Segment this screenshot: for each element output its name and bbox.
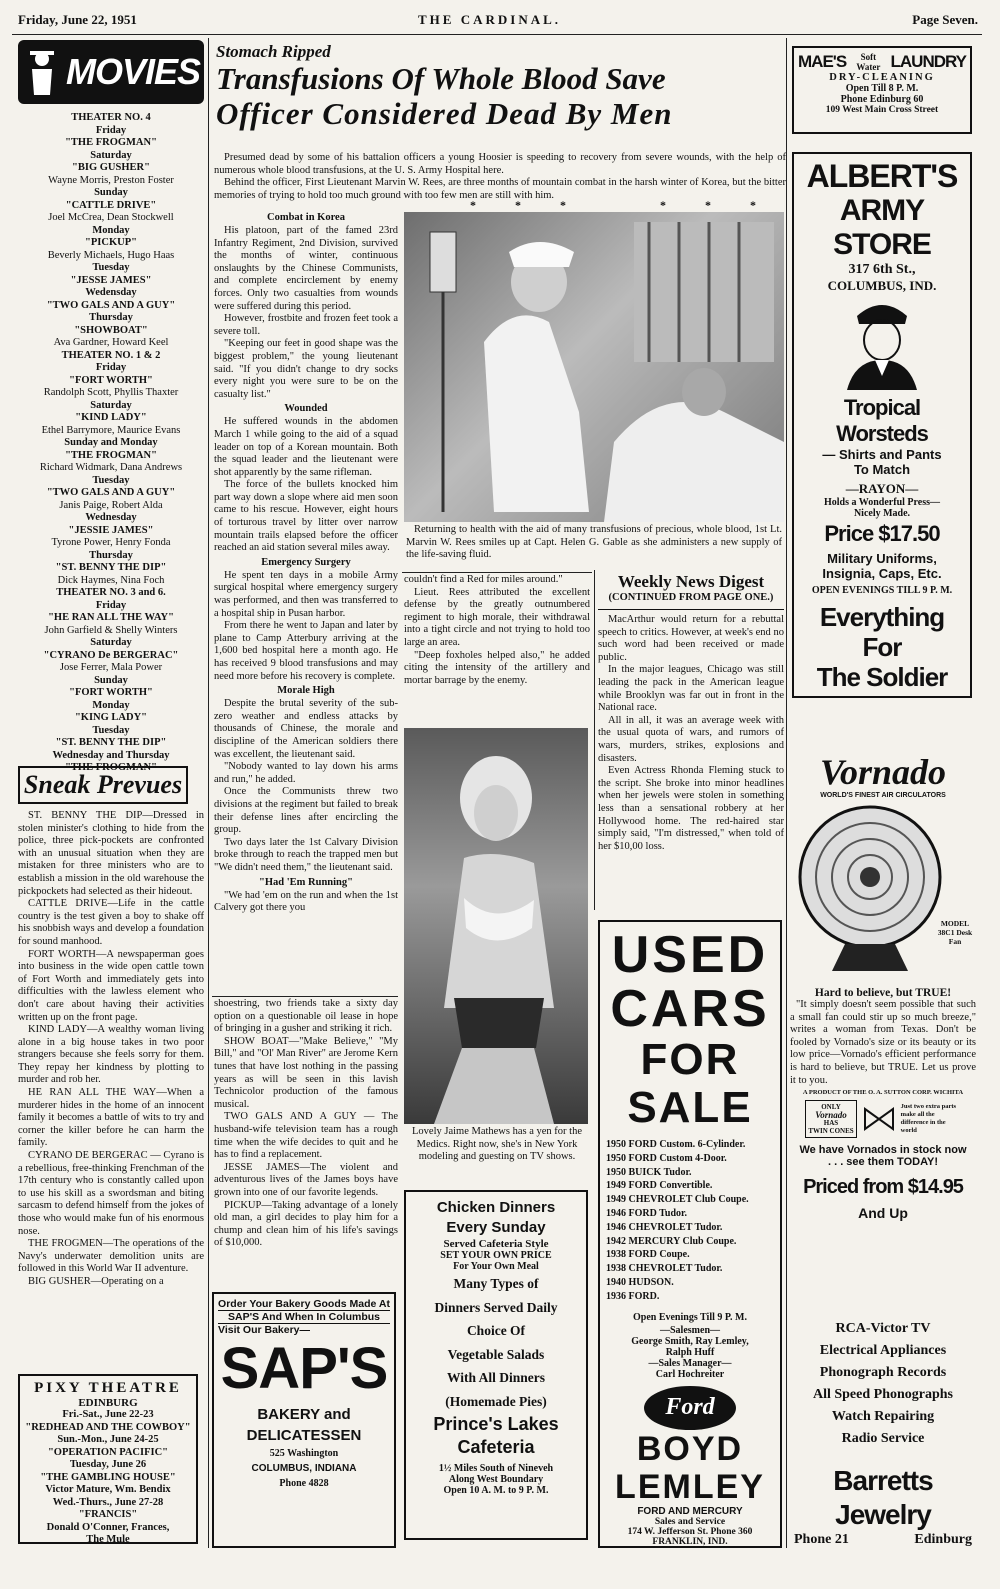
car-listing: 1946 CHEVROLET Tudor. — [606, 1221, 723, 1233]
movies-column — [18, 40, 204, 773]
vornado-fan-area — [790, 799, 976, 977]
digest-subtitle: (CONTINUED FROM PAGE ONE.) — [598, 592, 784, 610]
digest-paragraph: In the major leagues, Chicago was still leading the pack in the American league while Brooklyn was far out in front in the National race. — [598, 664, 784, 714]
story-subhead: Emergency Surgery — [261, 556, 351, 568]
ford-logo-icon — [644, 1386, 736, 1430]
story-column-2 — [404, 574, 590, 722]
alberts-match: To Match — [853, 462, 911, 477]
maes-laundry: LAUNDRY — [890, 52, 966, 71]
maes-address: 109 West Main Cross Street — [825, 105, 939, 115]
movie-listing-line: "THE FROGMAN" — [65, 449, 157, 461]
movie-listing-line: "ST. BENNY THE DIP" — [55, 737, 167, 748]
movie-listing-line: Sunday and Monday — [64, 437, 158, 448]
digest-title: Weekly News Digest — [617, 572, 765, 591]
sale-word: SALE — [627, 1083, 753, 1132]
movie-listing-line: Friday — [95, 599, 127, 611]
vornado-body: "It simply doesn't seem possible that such a small fan could stir up so much breeze," writes a woman from Texas. Don't be fooled by Vornado's size or its beauty or its low price—Vornado's efficient performance is hard to believe, but TRUE. Let us prove it to you. — [790, 999, 976, 1086]
model-caption — [404, 1126, 590, 1174]
vornado-see: . . . see them TODAY! — [827, 1156, 939, 1169]
sneak-prevue-paragraph: PICKUP—Taking advantage of a lonely old man, a girl decides to play him for a chump and clean him of his life's savings of $10,000. — [214, 1199, 398, 1249]
barretts-town: Edinburg — [914, 1532, 972, 1547]
barretts-phone: Phone 21 — [794, 1532, 849, 1547]
sneak-prevue-paragraph: CYRANO DE BERGERAC — Cyrano is a rebellious, free-thinking Frenchman of the 17th century who is constantly called upon to use his skill as a swordsman and biting sarcasm to defend himself from the jokes of those who would make fun of his enormous nose. — [18, 1150, 204, 1237]
car-listing: 1949 CHEVROLET Club Coupe. — [606, 1194, 749, 1206]
alberts-military: Military Uniforms, — [827, 551, 937, 566]
header-page-number: Page Seven. — [912, 12, 978, 27]
movie-listing-line: Joel McCrea, Dean Stockwell — [48, 212, 174, 223]
vornado-headline: Hard to believe, but TRUE! — [814, 987, 952, 999]
movie-listing-line: Tuesday — [92, 262, 130, 273]
sneak-prevue-paragraph: THE FROGMEN—The operations of the Navy's underwater demolition units are followed in this World War II adventure. — [18, 1238, 204, 1275]
cowboy-icon — [22, 47, 62, 97]
story-subhead: Combat in Korea — [267, 212, 345, 223]
movie-listing-line: THEATER NO. 1 & 2 — [61, 349, 161, 361]
barretts-service-line: Radio Service — [841, 1431, 925, 1446]
twin-cones-label: TWIN CONES — [808, 1127, 854, 1136]
alberts-name-2: ARMY STORE — [833, 194, 931, 261]
vornado-model: MODEL 38C1 Desk Fan — [937, 919, 973, 946]
sales-service: Sales and Service — [654, 1516, 726, 1527]
barretts-items — [790, 1318, 976, 1450]
movie-listing-line: Wednesday and Thursday — [52, 749, 170, 761]
barretts-service-line: Phonograph Records — [819, 1365, 947, 1380]
movie-listing-line: THEATER NO. 3 and 6. — [56, 587, 166, 598]
movie-listing-line: "HE RAN ALL THE WAY" — [48, 612, 174, 623]
digest-paragraph: Even Actress Rhonda Fleming stuck to the script. She broke into minor headlines when her jewels were stolen in something less than a sensational robbery at her Hollywood home. The red-haired star simply said, "I'm distressed," when told of her $10,00 loss. — [598, 765, 784, 852]
princes-style: Served Cafeteria Style — [443, 1238, 549, 1250]
movie-listing-line: John Garfield & Shelly Winters — [44, 624, 178, 636]
fan-icon — [790, 799, 976, 977]
twin-cones-box — [790, 1100, 976, 1138]
lemley-name: LEMLEY — [615, 1467, 765, 1506]
alberts-address: 317 6th St., — [848, 262, 916, 277]
vornado-ad — [790, 752, 976, 1277]
sneak-prevues-text — [18, 810, 204, 1366]
maes-water: Water — [856, 62, 881, 72]
movie-listing-line: Saturday — [90, 637, 132, 648]
car-listing: 1946 FORD Tudor. — [606, 1207, 688, 1219]
story-column-1 — [214, 210, 398, 995]
used-cars-ad — [598, 920, 782, 1548]
princes-name-2: Cafeteria — [457, 1437, 535, 1457]
movie-listing-line: "PICKUP" — [85, 237, 137, 248]
story-paragraph: His platoon, part of the famed 23rd Infantry Regiment, 2nd Division, survived the months of winter, continuous onslaughts by the Chinese Communists, and complete encirclement by enemy forces. Only two casualties from wounds were suffered during this period. — [214, 225, 398, 312]
story-paragraph: couldn't find a Red for miles around." — [404, 574, 563, 585]
sneak-prevue-paragraph: JESSE JAMES—The violent and adventurous lives of the James boys have grown into one of our favorite legends. — [214, 1161, 398, 1198]
sneak-prevue-paragraph: KIND LADY—A wealthy woman living alone in a big house takes in two poor strangers because she feels sorry for them. They repay her kindness by plotting to murder and rob her. — [18, 1024, 204, 1086]
princes-menu-line: Choice Of — [466, 1323, 526, 1338]
vornado-just: Just two extra parts make all the difference in the world — [900, 1103, 957, 1135]
vornado-and-up: And Up — [858, 1205, 908, 1222]
princes-line-2: Every Sunday — [446, 1219, 546, 1236]
maes-laundry-ad — [792, 46, 972, 134]
hospital-photo — [404, 212, 784, 522]
sneak-prevues-box — [18, 766, 188, 804]
movie-listing-line: Tuesday — [92, 474, 130, 486]
movie-listing-line: "KING LADY" — [74, 712, 148, 723]
pixy-listing-line: "REDHEAD AND THE COWBOY" — [25, 1421, 191, 1433]
story-paragraph: "Nobody wanted to lay down his arms and run," he added. — [214, 761, 398, 785]
maes-soft: Soft — [860, 52, 877, 62]
ford-logo-text: Ford — [665, 1394, 715, 1421]
movie-listing-line: Saturday — [90, 399, 132, 411]
sneak-prevue-paragraph: SHOW BOAT—"Make Believe," "My Bill," and "Ol' Man River" are Jerome Kern tunes that have lost nothing in the passing years as will be seen in this lavish Technicolor production of the famous musical. — [214, 1035, 398, 1110]
model-caption-text: Lovely Jaime Mathews has a yen for the Medics. Right now, she's in New York modeling and guesting on TV shows. — [412, 1126, 582, 1163]
movie-listing-line: THEATER NO. 4 — [71, 112, 151, 123]
movie-listing-line: "TWO GALS AND A GUY" — [46, 299, 176, 311]
movie-listing-line: "THE FROGMAN" — [65, 762, 157, 773]
movie-listing-line: Janis Paige, Robert Alda — [59, 499, 163, 511]
movie-listing-line: Ava Gardner, Howard Keel — [53, 337, 169, 348]
movie-listing-line: "KIND LADY" — [75, 412, 147, 423]
story-paragraph: "Deep foxholes helped also," he added citing the intensity of the artillery and mortar barrage by the enemy. — [404, 649, 590, 686]
story-subhead: Morale High — [277, 685, 335, 697]
car-listing: 1950 FORD Custom 4-Door. — [606, 1152, 727, 1164]
alberts-nicely: Nicely Made. — [853, 508, 911, 519]
movies-heading: MOVIES — [65, 51, 201, 92]
sneak-prevue-paragraph: CATTLE DRIVE—Life in the cattle country is the test given a boy to shake off his snobbish ways and develop a foundation for sound manhood. — [18, 898, 204, 947]
princes-items — [412, 1272, 580, 1413]
alberts-worsteds: Worsteds — [836, 421, 928, 446]
vornado-tagline: WORLD'S FINEST AIR CIRCULATORS — [820, 792, 946, 799]
pixy-listing-line: "THE GAMBLING HOUSE" — [40, 1471, 176, 1483]
story-subhead: Wounded — [284, 403, 328, 415]
vornado-product: A PRODUCT OF THE O. A. SUTTON CORP. WICHITA — [802, 1089, 964, 1097]
princes-menu-line: Dinners Served Daily — [434, 1299, 558, 1315]
movie-listing-line: Friday — [95, 362, 127, 373]
princes-location-1: 1½ Miles South of Nineveh — [438, 1463, 554, 1474]
barretts-name: Barretts Jewelry — [833, 1465, 933, 1530]
used-salesmen-names: George Smith, Ray Lemley, — [631, 1335, 749, 1347]
alberts-holds: Holds a Wonderful Press— — [823, 497, 941, 508]
pixy-listing-line: "OPERATION PACIFIC" — [47, 1446, 169, 1458]
movies-banner — [18, 40, 204, 104]
vornado-mini-brand: Vornado — [815, 1110, 847, 1121]
movie-listing-line: Thursday — [89, 549, 133, 561]
car-listing: 1950 BUICK Tudor. — [606, 1166, 692, 1178]
pixy-listing-line: The Mule — [86, 1534, 130, 1545]
movie-listing-line: Wayne Morris, Preston Foster — [48, 174, 174, 186]
princes-price: SET YOUR OWN PRICE — [440, 1250, 552, 1261]
alberts-soldier: The Soldier — [816, 662, 948, 692]
movie-listing-line: Saturday — [90, 149, 132, 161]
boyd-city: FRANKLIN, IND. — [652, 1536, 728, 1547]
pixy-town: EDINBURG — [78, 1397, 138, 1409]
sneak-prevue-paragraph: ST. BENNY THE DIP—Dressed in stolen minister's clothing to hide from the police, three pick-pockets are confronted with an unusual situation when they are mistaken for three ministers who are to establish a mission in the old warehouse the pickpockets had selected as their hideout. — [18, 810, 204, 897]
saps-city: COLUMBUS, INDIANA — [251, 1463, 357, 1474]
pixy-theatre-ad — [18, 1374, 198, 1544]
alberts-city: COLUMBUS, IND. — [827, 278, 937, 293]
barretts-service-line: Electrical Appliances — [819, 1343, 947, 1358]
movie-listing-line: "CATTLE DRIVE" — [65, 199, 157, 211]
movie-listing-line: Beverly Michaels, Hugo Haas — [47, 249, 175, 261]
car-list — [606, 1138, 774, 1304]
maes-dry: DRY-CLEANING — [829, 72, 935, 83]
main-story-head — [216, 42, 786, 132]
section-break-stars-2: * * * — [660, 198, 774, 212]
saps-line-5: DELICATESSEN — [246, 1427, 362, 1444]
movie-listing-line: Richard Widmark, Dana Andrews — [39, 462, 183, 473]
princes-menu-line: Vegetable Salads — [447, 1346, 545, 1362]
alberts-rayon: —RAYON— — [845, 481, 919, 496]
pixy-listing-line: Tuesday, June 26 — [69, 1459, 147, 1470]
princes-menu-line: With All Dinners — [446, 1370, 546, 1385]
movie-listing-line: Jose Ferrer, Mala Power — [59, 662, 163, 673]
car-listing: 1949 FORD Convertible. — [606, 1180, 713, 1192]
story-paragraph: Once the Communists threw two divisions at the regiment but failed to break their defense lines after encircling the group. — [214, 786, 398, 836]
pixy-listings — [24, 1409, 192, 1547]
story-paragraph: Two days later the 1st Calvary Division broke through to reach the trapped men but "We didn't need them," the lieutenant said. — [214, 836, 398, 873]
car-listing: 1938 FORD Coupe. — [606, 1249, 690, 1261]
princes-lakes-ad — [404, 1190, 588, 1540]
sneak-prevue-paragraph: FORT WORTH—A newspaperman goes into business in the wide open cattle town of Fort Worth and immediately gets into difficulties with the lawless element who don't care about having their activities written up on the front page. — [18, 948, 204, 1023]
headline-line-2: Officer Considered Dead By Men — [216, 96, 673, 131]
movie-listing-line: Friday — [95, 124, 127, 136]
pixy-title: PIXY THEATRE — [34, 1380, 182, 1396]
movie-listing-line: Sunday — [94, 187, 128, 198]
headline-line-1: Transfusions Of Whole Blood Save — [216, 61, 666, 96]
used-salesmen-label: —Salesmen— — [660, 1324, 720, 1336]
barretts-service-line: RCA-Victor TV — [835, 1321, 931, 1336]
movie-listing-line: Monday — [92, 699, 130, 711]
maes-name: MAE'S — [798, 52, 847, 71]
for-word: FOR — [640, 1035, 740, 1084]
movie-listing-line: Tuesday — [92, 724, 130, 736]
saps-line-1: Order Your Bakery Goods Made At — [218, 1298, 390, 1310]
saps-line-4: BAKERY and — [257, 1406, 351, 1423]
story-paragraph: However, frostbite and frozen feet took a severe toll. — [214, 313, 398, 337]
used-manager-name: Carl Hochreiter — [655, 1368, 725, 1380]
movie-listing-line: "FORT WORTH" — [69, 687, 153, 698]
alberts-insignia: Insignia, Caps, Etc. — [822, 566, 942, 581]
boyd-address: 174 W. Jefferson St. Phone 360 — [627, 1526, 753, 1537]
used-open: Open Evenings Till 9 P. M. — [632, 1311, 747, 1323]
barretts-jewelry-ad — [790, 1318, 976, 1548]
movie-listing-line: Sunday — [94, 674, 128, 686]
pixy-listing-line: Fri.-Sat., June 22-23 — [62, 1409, 154, 1420]
lead-paragraph-2: Behind the officer, First Lieutenant Marvin W. Rees, are three months of mountain combat in the harsh winter of Korea, but the bitter memories of trying to hold too much ground with too few men are still with him. — [214, 177, 786, 201]
vornado-price: Priced from $14.95 — [803, 1176, 963, 1199]
story-paragraph: Lieut. Rees attributed the excellent defense by the greatly outnumbered regiment to high morale, their withdrawal into a tight circle and not trying to hold too large an area. — [404, 586, 590, 648]
movie-listing-line: Thursday — [89, 312, 133, 323]
car-listing: 1936 FORD. — [606, 1290, 660, 1302]
cone-icon — [863, 1106, 895, 1132]
barretts-service-line: All Speed Phonographs — [812, 1387, 954, 1402]
only-label: ONLY — [821, 1103, 841, 1112]
model-photo — [404, 728, 588, 1124]
saps-line-3: Visit Our Bakery— — [218, 1324, 311, 1336]
pixy-listing-line: Donald O'Conner, Frances, — [46, 1521, 170, 1533]
story-paragraph: The force of the bullets knocked him part way down a slope where aid men soon came to his rescue. However, eight hours of torturous travel by litter over narrow mountain trails elapsed before the officer reached an aid station several miles away. — [214, 479, 398, 554]
movie-listing-line: "JESSE JAMES" — [70, 274, 152, 286]
has-label: HAS — [823, 1119, 839, 1128]
princes-hours: Open 10 A. M. to 9 P. M. — [443, 1485, 549, 1496]
princes-location-2: Along West Boundary — [448, 1474, 544, 1485]
digest-paragraph: All in all, it was an average week with the usual quota of wars, and rumors of wars, murders, strikes, explosions and disasters. — [598, 714, 784, 764]
movie-listing-line: "FORT WORTH" — [69, 374, 153, 386]
movie-listing-line: "BIG GUSHER" — [72, 162, 150, 173]
car-listing: 1938 CHEVROLET Tudor. — [606, 1263, 723, 1275]
story-paragraph: "We had 'em on the run and when the 1st Calvery got there you — [214, 889, 398, 914]
story-paragraph: "Keeping our feet in good shape was the biggest problem," the young lieutenant said. "If you didn't change to dry socks every night you were sure to be on the casualty list." — [214, 338, 398, 400]
princes-meal: For Your Own Meal — [453, 1261, 539, 1272]
sneak-prevue-paragraph: BIG GUSHER—Operating on a — [28, 1275, 164, 1287]
saps-address: 525 Washington — [269, 1448, 339, 1459]
boyd-name: BOYD — [636, 1429, 744, 1468]
movie-listing-line: "THE FROGMAN" — [65, 137, 157, 148]
movie-listing-line: "JESSIE JAMES" — [68, 524, 154, 536]
saps-phone: Phone 4828 — [279, 1478, 329, 1489]
alberts-army-store-ad — [792, 152, 972, 698]
barretts-service-line: Watch Repairing — [831, 1409, 935, 1424]
princes-line-1: Chicken Dinners — [436, 1199, 556, 1216]
princes-name-1: Prince's Lakes — [433, 1414, 559, 1434]
story-paragraph: He spent ten days in a mobile Army surgical hospital where emergency surgery was performed, and then was transferred to a hospital ship in Pusan harbor. — [214, 569, 398, 619]
news-digest — [598, 572, 784, 912]
alberts-open: OPEN EVENINGS TILL 9 P. M. — [811, 585, 953, 596]
pixy-listing-line: Sun.-Mon., June 24-25 — [57, 1434, 159, 1445]
kicker: Stomach Ripped — [216, 42, 331, 61]
caption-text: Returning to health with the aid of many transfusions of precious, whole blood, 1st Lt. Marvin W. Rees smiles up at Capt. Helen G. Gable as she administers a new supply of the life-saving fluid. — [406, 524, 782, 561]
alberts-name-1: ALBERT'S — [806, 158, 958, 194]
saps-logo: SAP'S — [220, 1336, 388, 1401]
story-paragraph: He suffered wounds in the abdomen March 1 while going to the aid of a squad leader on top of a Korean mountain. Both the squad leader and the lieutenant were shot apparently by the same rifleman. — [214, 416, 398, 478]
vornado-brand: Vornado — [819, 752, 947, 792]
movie-listing-line: Monday — [92, 224, 130, 236]
movie-listing-line: "ST. BENNY THE DIP" — [55, 562, 167, 573]
vornado-stock: We have Vornados in stock now — [799, 1144, 967, 1157]
alberts-everything: Everything For — [819, 602, 945, 662]
movie-listing-line: "CYRANO De BERGERAC" — [43, 649, 179, 661]
alberts-tropical: Tropical — [843, 395, 921, 420]
lead-paragraph: Presumed dead by some of his battalion officers a young Hoosier is speeding to recovery from severe wounds, with the help of numerous whole blood transfusions, at the U. S. Army Hospital here. — [214, 152, 786, 176]
princes-menu-line: Many Types of — [453, 1276, 539, 1291]
movie-listing-line: "SHOWBOAT" — [74, 324, 148, 336]
maes-open: Open Till 8 P. M. — [845, 83, 919, 94]
saps-line-2: SAP'S And When In Columbus — [218, 1311, 390, 1324]
pixy-listing-line: Victor Mature, Wm. Bendix — [45, 1484, 171, 1495]
sneak-prevue-paragraph: TWO GALS AND A GUY — The husband-wife television team has a rough time when the wife decides to quit and he has to find a replacement. — [214, 1111, 398, 1161]
movie-listing-line: Dick Haymes, Nina Foch — [57, 574, 165, 586]
princes-menu-line: (Homemade Pies) — [445, 1393, 547, 1409]
movie-listing-line: Randolph Scott, Phyllis Thaxter — [43, 387, 179, 398]
car-listing: 1942 MERCURY Club Coupe. — [606, 1235, 737, 1247]
car-listing: 1940 HUDSON. — [606, 1276, 674, 1288]
movie-listing-line: "TWO GALS AND A GUY" — [46, 487, 176, 498]
section-break-stars: * * * — [470, 198, 584, 212]
movie-listing-line: Ethel Barrymore, Maurice Evans — [41, 424, 181, 436]
used-salesmen-names-2: Ralph Huff — [665, 1346, 715, 1358]
movie-listing-line: Wednesday — [85, 512, 137, 523]
used-word: USED — [611, 926, 769, 984]
pixy-listing-line: "FRANCIS" — [78, 1509, 138, 1520]
story-subhead: "Had 'Em Running" — [259, 876, 353, 888]
photo-caption — [406, 524, 782, 568]
sneak-prevues-continued — [214, 998, 398, 1284]
alberts-price: Price $17.50 — [824, 521, 940, 546]
soldier-icon — [837, 294, 927, 390]
saps-bakery-ad — [212, 1292, 396, 1548]
maes-phone: Phone Edinburg 60 — [840, 94, 924, 105]
movie-listing-line: Tyrone Power, Henry Fonda — [51, 537, 171, 548]
sneak-prevue-paragraph: HE RAN ALL THE WAY—When a murderer hides in the home of an innocent family it becomes a battle of wits to try and corner the killer before he can harm the family. — [18, 1087, 204, 1149]
header-paper-name: THE CARDINAL. — [418, 12, 562, 27]
ford-mercury: FORD AND MERCURY — [637, 1505, 743, 1517]
movie-listings — [18, 112, 204, 775]
sneak-prevues-heading: Sneak Prevues — [23, 770, 183, 799]
story-paragraph: From there he went to Japan and later by plane to Camp Atterbury arriving at the 1,600 bed hospital here a month ago. He has received 9 blood transfusions and may need more before his recovery is complete. — [214, 620, 398, 682]
car-listing: 1950 FORD Custom. 6-Cylinder. — [606, 1139, 746, 1150]
movie-listing-line: Wedensday — [85, 287, 137, 298]
story-paragraph: Despite the brutal severity of the sub-zero weather and endless attacks by thousands of Chinese, the morale and discipline of the American soldiers there was excellent, the lieutenant said. — [214, 698, 398, 760]
header-date: Friday, June 22, 1951 — [18, 12, 137, 27]
pixy-listing-line: Wed.-Thurs., June 27-28 — [52, 1496, 164, 1508]
digest-body — [598, 614, 784, 853]
alberts-shirts: — Shirts and Pants — [822, 447, 942, 462]
used-manager-label: —Sales Manager— — [648, 1357, 732, 1369]
digest-paragraph: MacArthur would return for a rebuttal speech to critics. However, at week's end no such word had been received or made public. — [598, 614, 784, 663]
cars-word: CARS — [610, 980, 770, 1038]
sneak-prevue-paragraph: shoestring, two friends take a sixty day option on a questionable oil lease in hope of bringing in a gusher and striking it rich. — [214, 998, 398, 1035]
